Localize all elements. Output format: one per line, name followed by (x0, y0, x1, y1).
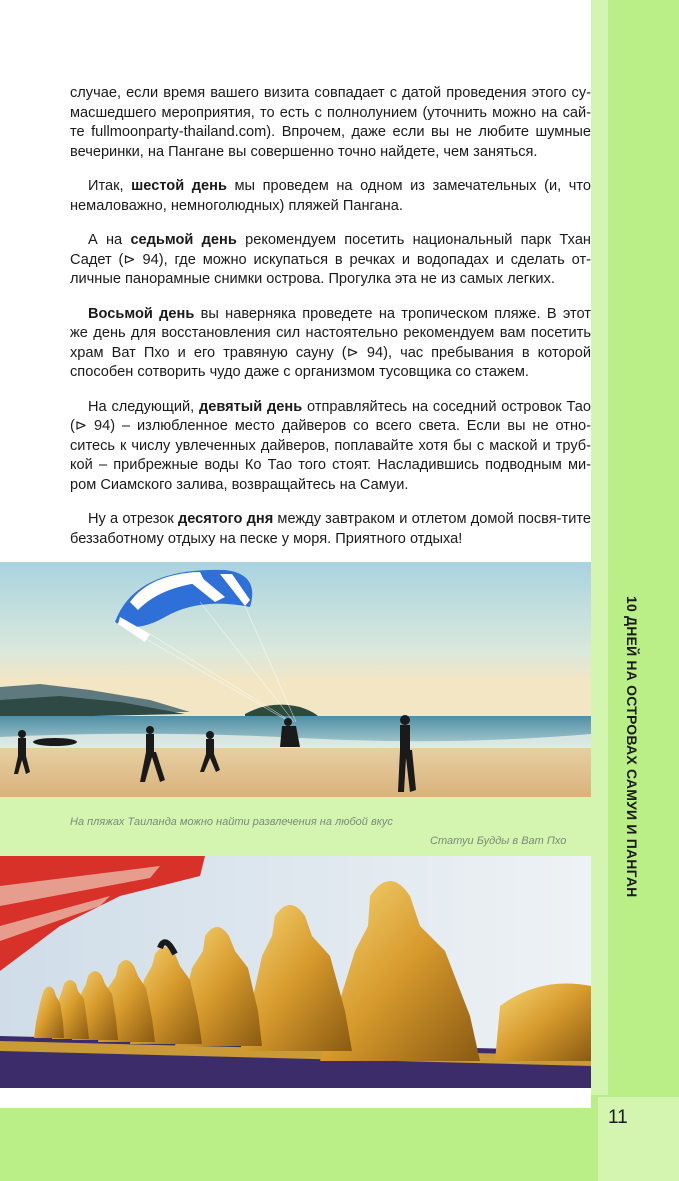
day-label: Восьмой день (88, 305, 195, 322)
day-label: девятый день (198, 398, 303, 415)
day-label: шестой день (131, 178, 227, 194)
paragraph-5: На следующий, девятый день отправляйтесь на соседний островок Тао (⊳ 94) – излюбленное место дайверов со всего света. Если вы не отно-ситесь к числу увлеченных дайверов, поплавайте хотя бы с маской и труб-кой – прибрежные воды Ко Тао того стоят. Насладившись подводным ми-ром Сиамского залива, возвращайтесь на Самуи. (70, 398, 591, 493)
day-label: десятого дня (177, 511, 274, 527)
sidebar-inner-strip (591, 0, 608, 1095)
buddha-photo (0, 856, 591, 1088)
day-label: седьмой день (130, 232, 237, 248)
beach-photo (0, 562, 591, 797)
footer-band (0, 1108, 596, 1181)
paragraph-2: Итак, шестой день мы проведем на одном из замечательных (и, что немаловажно, немноголюдных) пляжей Пангана. (70, 178, 591, 214)
buddha-caption: Статуи Будды в Ват Пхо (430, 835, 567, 847)
paragraph-6: Ну а отрезок десятого дня между завтраком и отлетом домой посвя-тите беззаботному отдыху на песке у моря. Приятного отдыха! (70, 511, 591, 547)
paragraph-1: случае, если время вашего визита совпадает с датой проведения этого су-масшедшего мероприятия, то есть с полнолунием (уточнить можно на сай-те fullmoonparty-thailand.com). Впрочем, даже если вы не любите шумные вечеринки, на Пангане вы совершенно точно найдете, чем заняться. (70, 85, 591, 160)
beach-caption: На пляжах Таиланда можно найти развлечения на любой вкус (70, 816, 393, 828)
paragraph-3: А на седьмой день рекомендуем посетить национальный парк Тхан Садет (⊳ 94), где можно искупаться в речках и водопадах и сделать от-личные панорамные снимки острова. Прогулка эта не из самых легких. (70, 232, 591, 287)
page-number: 11 (608, 1107, 628, 1128)
chapter-title: 10 ДНЕЙ НА ОСТРОВАХ САМУИ И ПАНГАН (624, 596, 640, 898)
body-text (70, 84, 591, 564)
paragraph-4: Восьмой день вы наверняка проведете на тропическом пляже. В этот же день для восстановления сил настоятельно рекомендуем вам посетить храм Ват Пхо и его травяную сауну (⊳ 94), час пребывания в которой способен сотворить чудо даже с организмом тусовщика со стажем. (70, 305, 591, 380)
